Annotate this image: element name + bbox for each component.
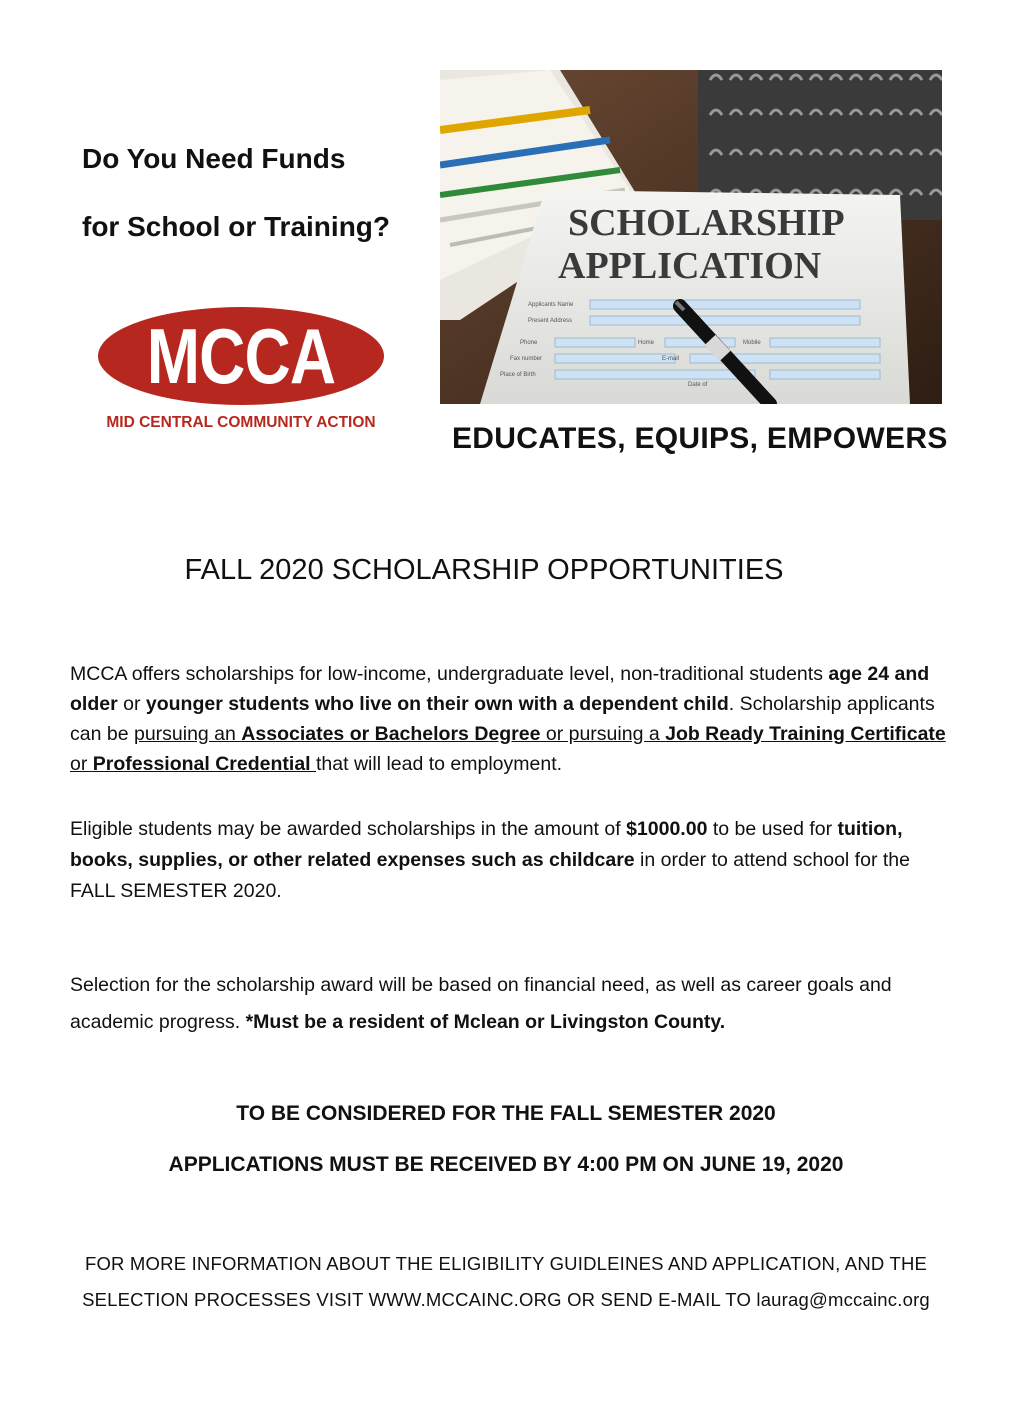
form-label-email: E-mail	[662, 356, 680, 362]
p1-underline-1: pursuing an	[133, 723, 242, 745]
p1-text-1: MCCA offers scholarships for low-income, undergraduate level, non-traditional students	[70, 663, 829, 685]
photo-title-line-1: SCHOLARSHIP	[568, 202, 845, 244]
tagline: EDUCATES, EQUIPS, EMPOWERS	[452, 422, 948, 455]
logo-wordmark: MCCA	[146, 312, 336, 400]
p1-bold-age: age 24 and older	[70, 663, 930, 715]
eligibility-paragraph	[70, 659, 950, 779]
p1-degree: Associates or Bachelors Degree	[241, 723, 541, 745]
form-label-place-of-birth: Place of Birth	[500, 372, 536, 378]
p2-expenses: tuition, books, supplies, or other related expenses such as childcare	[70, 818, 903, 871]
p1-text-3: . Scholarship applicants can be	[70, 693, 935, 745]
form-label-phone: Phone	[520, 340, 538, 346]
p2-text-3: in order to attend school for the FALL SEMESTER 2020.	[70, 849, 910, 902]
form-label-fax: Fax number	[510, 356, 543, 362]
p1-credential: Professional Credential	[92, 753, 316, 775]
p2-amount: $1000.00	[626, 818, 708, 840]
headline-line-2: for School or Training?	[82, 211, 390, 242]
p1-bold-younger: younger students who live on their own with a dependent child	[145, 693, 729, 715]
scholarship-application-photo	[440, 70, 942, 404]
p2-text-1: Eligible students may be awarded scholarships in the amount of	[70, 818, 627, 840]
form-label-home: Home	[638, 340, 655, 346]
p2-text-2: to be used for	[707, 818, 838, 840]
footer-line-1: FOR MORE INFORMATION ABOUT THE ELIGIBILITY GUIDLEINES AND APPLICATION, AND THE	[84, 1253, 928, 1274]
p1-certificate: Job Ready Training Certificate	[665, 723, 946, 745]
deadline-line-2: APPLICATIONS MUST BE RECEIVED BY 4:00 PM ON JUNE 19, 2020	[168, 1153, 844, 1176]
award-paragraph	[70, 814, 950, 907]
selection-paragraph	[70, 967, 950, 1041]
p1-underline-3: or	[70, 753, 93, 775]
section-title: FALL 2020 SCHOLARSHIP OPPORTUNITIES	[184, 554, 784, 586]
p1-text-4: that will lead to employment.	[316, 753, 563, 775]
p3-text-1: Selection for the scholarship award will be based on financial need, as well as career goals and academic progress.	[70, 974, 892, 1033]
p1-text-2: or	[117, 693, 146, 715]
form-label-mobile: Mobile	[743, 340, 761, 346]
p1-underline-2: or pursuing a	[540, 723, 666, 745]
headline-line-1: Do You Need Funds	[82, 143, 346, 174]
footer-line-2: SELECTION PROCESSES VISIT WWW.MCCAINC.ORG OR SEND E-MAIL TO laurag@mccainc.org	[82, 1289, 930, 1310]
deadline-line-1: TO BE CONSIDERED FOR THE FALL SEMESTER 2020	[236, 1102, 776, 1125]
form-label-applicants-name: Applicants Name	[528, 302, 574, 308]
p3-residency: *Must be a resident of Mclean or Livingston County.	[245, 1011, 726, 1033]
photo-title-line-2: APPLICATION	[558, 245, 822, 287]
form-label-date-of: Date of	[688, 382, 708, 388]
logo-org-name: MID CENTRAL COMMUNITY ACTION	[106, 414, 376, 431]
form-label-present-address: Present Address	[528, 318, 573, 324]
